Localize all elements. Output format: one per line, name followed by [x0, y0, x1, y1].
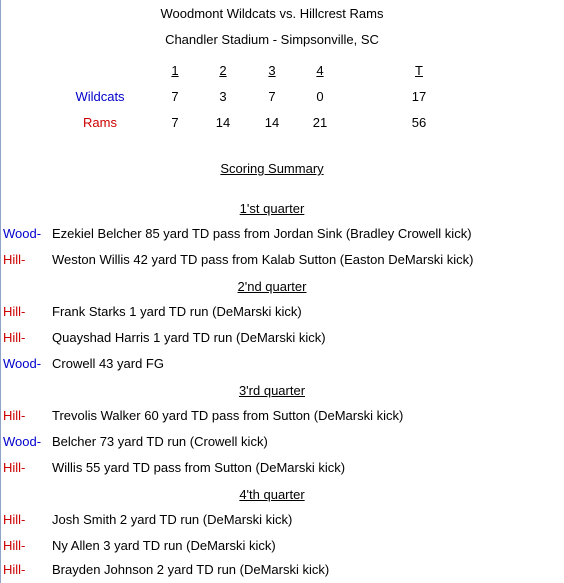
venue-line: Chandler Stadium - Simpsonville, SC [165, 32, 379, 47]
score-cell: 0 [316, 89, 324, 104]
quarter-heading-2: 2'nd quarter [237, 279, 307, 294]
play-description: Crowell 43 yard FG [52, 356, 164, 371]
score-cell: 14 [264, 115, 280, 130]
team-tag: Hill- [3, 538, 26, 553]
score-cell: 3 [219, 89, 227, 104]
play-description: Quayshad Harris 1 yard TD run (DeMarski kick) [52, 330, 326, 345]
team-tag: Wood- [3, 226, 42, 241]
team-name-rams: Rams [83, 115, 117, 130]
scoring-play [0, 533, 564, 559]
scoring-play [0, 403, 564, 429]
play-description: Josh Smith 2 yard TD run (DeMarski kick) [52, 512, 293, 527]
play-description: Ezekiel Belcher 85 yard TD pass from Jordan Sink (Bradley Crowell kick) [52, 226, 472, 241]
play-description: Frank Starks 1 yard TD run (DeMarski kick) [52, 304, 302, 319]
scoring-play [0, 221, 564, 247]
total-score: 56 [411, 115, 427, 130]
scoreboard-row-wildcats [0, 84, 564, 110]
score-cell: 7 [268, 89, 276, 104]
scoreboard-header-row [0, 58, 564, 84]
quarter-heading-1: 1'st quarter [239, 201, 305, 216]
play-description: Willis 55 yard TD pass from Sutton (DeMarski kick) [52, 460, 346, 475]
column-header-q4: 4 [316, 63, 324, 78]
scoring-play [0, 557, 564, 583]
team-name-wildcats: Wildcats [75, 89, 125, 104]
quarter-heading-3: 3'rd quarter [238, 383, 306, 398]
scoring-play [0, 507, 564, 533]
team-tag: Hill- [3, 408, 26, 423]
team-tag: Hill- [3, 304, 26, 319]
team-tag: Hill- [3, 330, 26, 345]
play-description: Ny Allen 3 yard TD run (DeMarski kick) [52, 538, 276, 553]
play-description: Belcher 73 yard TD run (Crowell kick) [52, 434, 268, 449]
score-cell: 7 [171, 89, 179, 104]
matchup-title: Woodmont Wildcats vs. Hillcrest Rams [160, 6, 384, 21]
score-cell: 21 [312, 115, 328, 130]
total-score: 17 [411, 89, 427, 104]
team-tag: Wood- [3, 356, 42, 371]
column-header-total: T [415, 63, 423, 78]
scoring-play [0, 351, 564, 377]
quarter-heading-4: 4'th quarter [239, 487, 305, 502]
team-tag: Hill- [3, 512, 26, 527]
team-tag: Hill- [3, 252, 26, 267]
play-description: Weston Willis 42 yard TD pass from Kalab Sutton (Easton DeMarski kick) [52, 252, 474, 267]
scoring-play [0, 429, 564, 455]
scoreboard-row-rams [0, 110, 564, 136]
scoring-play [0, 455, 564, 481]
team-tag: Hill- [3, 460, 26, 475]
column-header-q2: 2 [219, 63, 227, 78]
team-tag: Hill- [3, 562, 26, 577]
score-cell: 14 [215, 115, 231, 130]
scoring-play [0, 299, 564, 325]
scoring-play [0, 247, 564, 273]
column-header-q3: 3 [268, 63, 276, 78]
column-header-q1: 1 [171, 63, 179, 78]
scoring-summary-heading: Scoring Summary [220, 161, 324, 176]
score-cell: 7 [171, 115, 179, 130]
scoring-play [0, 325, 564, 351]
team-tag: Wood- [3, 434, 42, 449]
play-description: Brayden Johnson 2 yard TD run (DeMarski kick) [52, 562, 330, 577]
play-description: Trevolis Walker 60 yard TD pass from Sutton (DeMarski kick) [52, 408, 404, 423]
